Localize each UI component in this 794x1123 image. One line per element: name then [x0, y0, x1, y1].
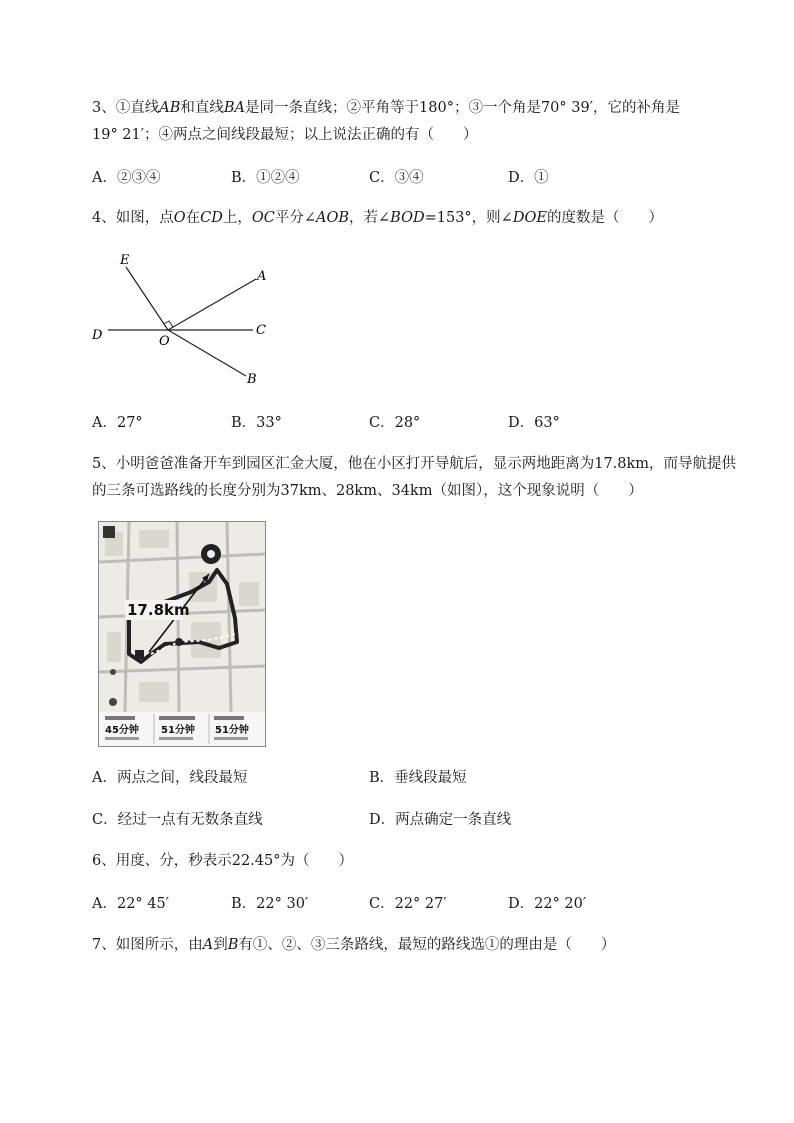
label-b: B: [247, 372, 257, 387]
navigation-map-image: [98, 521, 266, 747]
ray-oa: [168, 279, 256, 330]
q3-option-c: C．③④: [369, 170, 424, 186]
q5-option-a: A．两点之间，线段最短: [92, 770, 248, 786]
route-3-time: 51分钟: [215, 725, 249, 736]
q5-line-1: 5、小明爸爸准备开车到园区汇金大厦，他在小区打开导航后，显示两地距离为17.8km，而导航提供: [92, 456, 737, 472]
q4-angle-figure: [88, 250, 288, 390]
q6-option-b: B．22° 30′: [231, 896, 309, 912]
q5-line-2: 的三条可选路线的长度分别为37km、28km、34km（如图），这个现象说明（ ）: [92, 483, 643, 499]
map-drawing: [99, 522, 265, 746]
route-2-time: 51分钟: [161, 725, 195, 736]
label-c: C: [256, 323, 266, 338]
q3-option-d: D．①: [508, 170, 549, 186]
q3-option-b: B．①②④: [231, 170, 300, 186]
q4-option-a: A．27°: [92, 415, 143, 431]
q3-line-1: 3、①直线AB和直线BA是同一条直线；②平角等于180°；③一个角是70° 39′，它的补角是: [92, 100, 680, 116]
ray-oe: [126, 267, 168, 330]
label-a: A: [257, 269, 267, 284]
q3-line-2: 19° 21′；④两点之间线段最短；以上说法正确的有（ ）: [92, 127, 478, 143]
label-o: O: [159, 334, 170, 349]
route-1-time: 45分钟: [105, 725, 139, 736]
q5-option-c: C．经过一点有无数条直线: [92, 812, 263, 828]
q6-option-d: D．22° 20′: [508, 896, 587, 912]
q6-option-a: A．22° 45′: [92, 896, 170, 912]
q4-option-b: B．33°: [231, 415, 282, 431]
ray-ob: [168, 330, 246, 376]
label-d: D: [92, 328, 103, 343]
q4-stem: 4、如图，点O在CD上，OC平分∠AOB，若∠BOD=153°，则∠DOE的度数是（ ）: [92, 210, 663, 226]
q5-option-d: D．两点确定一条直线: [369, 812, 512, 828]
origin-marker-icon: [135, 650, 144, 659]
q5-option-b: B．垂线段最短: [369, 770, 467, 786]
q7-stem: 7、如图所示，由A到B有①、②、③三条路线，最短的路线选①的理由是（ ）: [92, 937, 616, 953]
q6-option-c: C．22° 27′: [369, 896, 447, 912]
map-app-icon: [103, 526, 115, 538]
q4-option-c: C．28°: [369, 415, 421, 431]
q4-option-d: D．63°: [508, 415, 560, 431]
q6-stem: 6、用度、分，秒表示22.45°为（ ）: [92, 853, 353, 869]
map-distance-label: 17.8km: [127, 601, 190, 619]
q3-option-a: A．②③④: [92, 170, 161, 186]
label-e: E: [120, 253, 130, 268]
